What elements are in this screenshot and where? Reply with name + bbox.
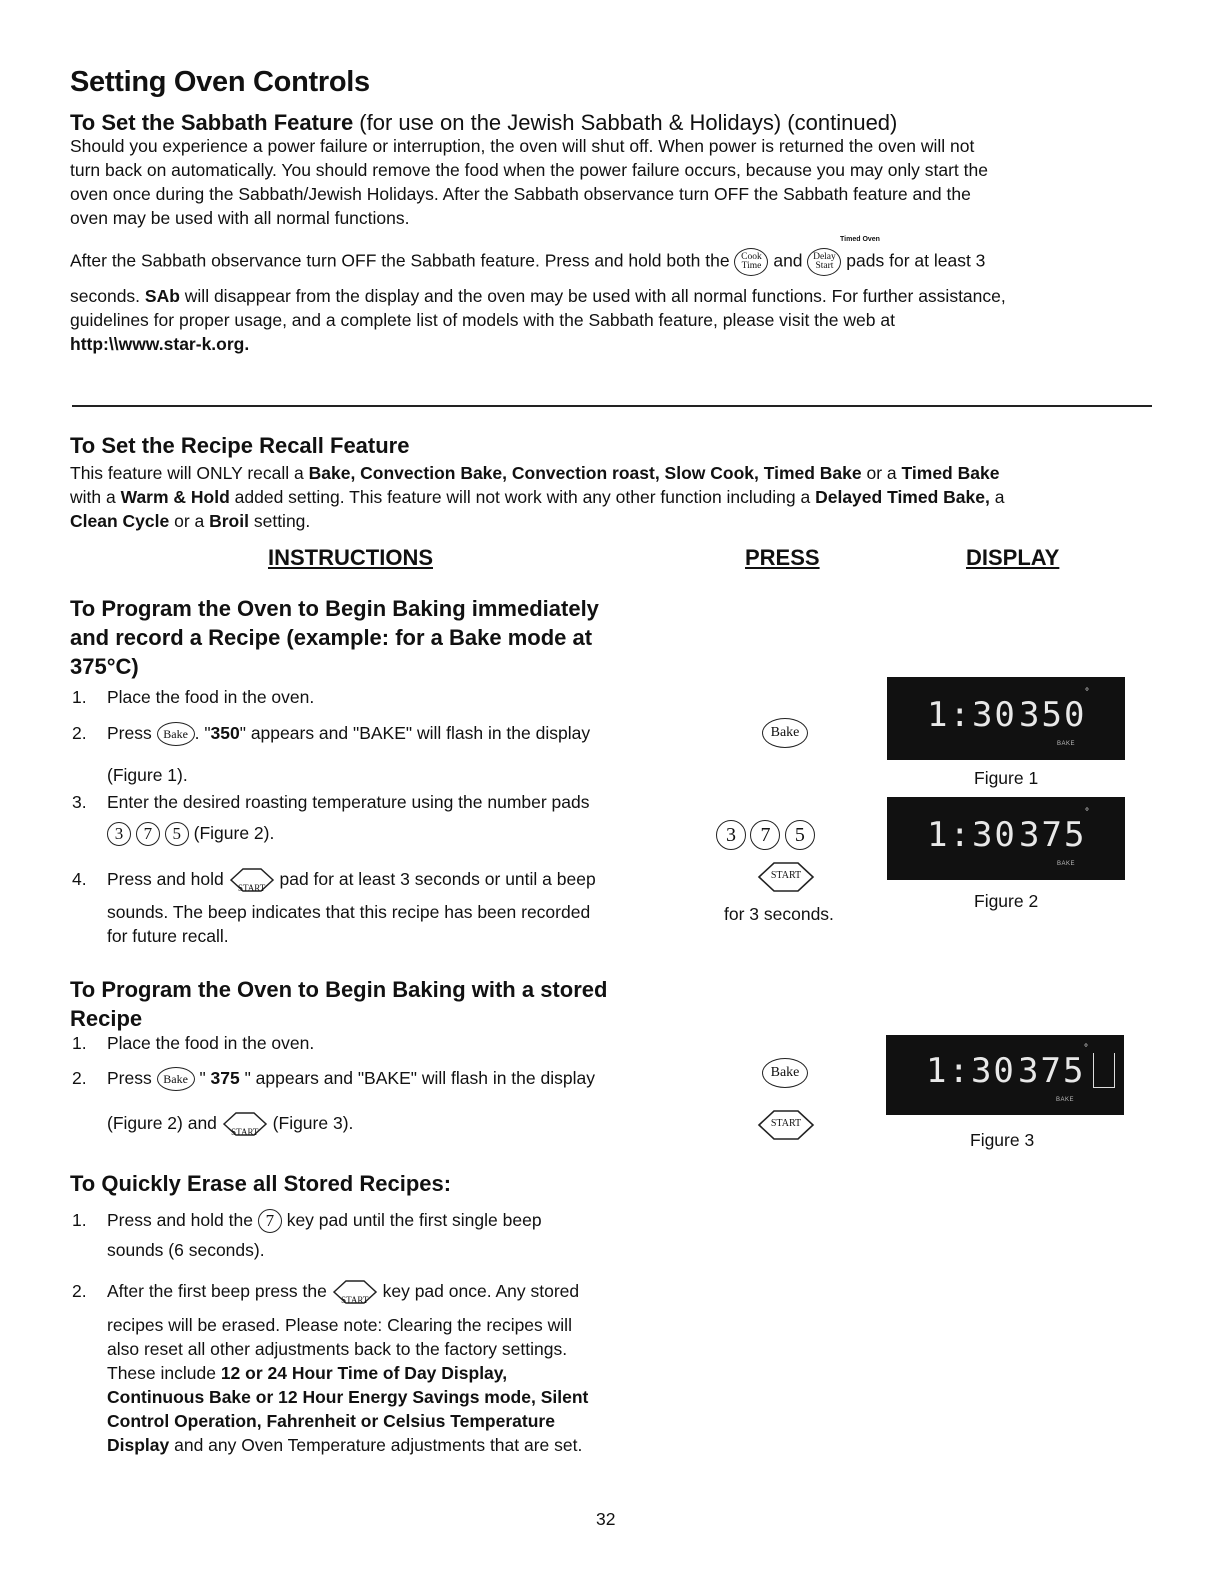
col-press: PRESS [745,545,820,570]
sabbath-para1-line: turn back on automatically. You should remove the food when the power failure occurs, because you may only start the [70,160,988,180]
sabbath-para1-line: oven once during the Sabbath/Jewish Holidays. After the Sabbath observance turn OFF the Sabbath feature and the [70,184,971,204]
section1-heading: To Program the Oven to Begin Baking immediately and record a Recipe (example: for a Bake mode at 375°C) [70,596,599,679]
text-run: Timed Bake [901,463,1000,483]
text-run: 12 or 24 Hour Time of Day Display, [220,1363,508,1383]
text-run: Clean Cycle [70,511,170,531]
text-run: or a [169,511,210,531]
sabbath-para2-line1: After the Sabbath observance turn OFF the Sabbath feature. Press and hold both the Cook Time and Delay Start pads for at least 3 [70,248,985,276]
sabbath-heading [70,110,897,136]
s2-step2: 2. Press Bake " 375 " appears and "BAKE" will flash in the display [107,1063,595,1093]
text-line [107,1385,588,1409]
digit-7-pad-icon: 7 [258,1209,282,1233]
text-run: Continuous Bake or 12 Hour Energy Savings mode, Silent [107,1387,589,1407]
bake-pad-icon: Bake [157,722,195,746]
text-line [107,1361,588,1385]
delay-start-pad-icon: Delay Start [807,248,841,276]
s1-step3-pads: 3 7 5 (Figure 2). [107,818,274,848]
text-run: These include [107,1363,221,1383]
text-line [107,1337,588,1361]
display-figure-1: 1:30 350 ° BAKE [887,677,1125,760]
s1-step3: 3. Enter the desired roasting temperature using the number pads [72,792,590,812]
figure-2-caption: Figure 2 [974,891,1039,911]
press-bake-pad-icon: Bake [762,718,808,748]
s1-step2: 2. Press Bake . "350" appears and "BAKE" will flash in the display [107,718,590,748]
text-run: recipes will be erased. Please note: Clearing the recipes will [107,1315,572,1335]
page-number: 32 [596,1509,616,1529]
text-run: Broil [209,511,249,531]
page-title: Setting Oven Controls [70,66,370,98]
sabbath-para1-line: Should you experience a power failure or interruption, the oven will shut off. When power is returned the oven will not [70,136,975,156]
s3-step1: 1. Press and hold the 7 key pad until the first single beep [107,1205,542,1235]
digit-3-pad-icon: 3 [107,822,131,846]
recipe-intro [70,461,1190,533]
s3-step1-cont: sounds (6 seconds). [107,1240,265,1260]
display-figure-3: 1:30 375 ° BAKE [886,1035,1124,1115]
figure-1-caption: Figure 1 [974,768,1039,788]
text-line [107,1409,588,1433]
cook-time-pad-icon: Cook Time [734,248,768,276]
s2-step1: 1. Place the food in the oven. [72,1033,315,1053]
text-run: and any Oven Temperature adjustments that are set. [169,1435,583,1455]
press-start-pad-icon: START [757,1110,815,1140]
text-run: a [989,487,1005,507]
press-bake-pad-icon: Bake [762,1058,808,1088]
sabbath-para1 [70,134,1170,230]
col-instructions: INSTRUCTIONS [268,545,433,570]
section-divider [72,405,1152,407]
s1-step2-cont: (Figure 1). [107,765,188,785]
text-run: with a [70,487,121,507]
text-line [107,1433,588,1457]
star-k-url: http:\\www.star-k.org. [70,334,250,354]
press-start-pad-icon: START [757,862,815,892]
text-run: Control Operation, Fahrenheit or Celsius Temperature [107,1411,555,1431]
sabbath-heading-bold: To Set the Sabbath Feature [70,110,354,135]
s3-step2: 2. After the first beep press the START key pad once. Any stored [72,1281,580,1306]
text-run: setting. [248,511,311,531]
digit-7-pad-icon: 7 [750,820,780,850]
timed-oven-label: Timed Oven [840,236,880,243]
s3-step2-cont [107,1313,588,1457]
start-pad-icon: START [332,1280,378,1304]
s2-step2-cont: (Figure 2) and START (Figure 3). [107,1113,354,1138]
text-run: Display [107,1435,170,1455]
bake-pad-icon: Bake [157,1067,195,1091]
text-run: also reset all other adjustments back to the factory settings. [107,1339,568,1359]
digit-3-pad-icon: 3 [716,820,746,850]
digit-7-pad-icon: 7 [136,822,160,846]
section2-heading: To Program the Oven to Begin Baking with a stored Recipe [70,977,608,1031]
text-run: Warm & Hold [120,487,230,507]
s1-step1: 1. Place the food in the oven. [72,687,315,707]
start-pad-icon: START [229,868,275,892]
figure-3-caption: Figure 3 [970,1130,1035,1150]
section3-heading: To Quickly Erase all Stored Recipes: [70,1171,452,1196]
text-run: or a [861,463,902,483]
display-figure-2: 1:30 375 ° BAKE [887,797,1125,880]
text-run: This feature will ONLY recall a [70,463,309,483]
digit-5-pad-icon: 5 [165,822,189,846]
press-note: for 3 seconds. [724,904,834,924]
s1-step4: 4. Press and hold START pad for at least 3 seconds or until a beep [72,869,596,894]
sabbath-heading-rest: (for use on the Jewish Sabbath & Holidays) (continued) [353,110,898,135]
digit-5-pad-icon: 5 [785,820,815,850]
sabbath-para1-line: oven may be used with all normal functions. [70,208,410,228]
recipe-heading: To Set the Recipe Recall Feature [70,433,410,458]
text-run: added setting. This feature will not work with any other function including a [229,487,816,507]
col-display: DISPLAY [966,545,1060,570]
start-pad-icon: START [222,1112,268,1136]
press-digits [716,820,815,850]
text-run: Delayed Timed Bake, [815,487,990,507]
s1-step4-cont: sounds. The beep indicates that this recipe has been recorded for future recall. [107,902,591,946]
sabbath-para2-rest: seconds. SAb will disappear from the display and the oven may be used with all normal functions. For further assistance, guidelines for proper usage, and a complete list of models with the Sabbath feature, please visit the web at http:\\www.star-k.org. [70,284,1170,356]
text-line [107,1313,588,1337]
text-run: Bake, Convection Bake, Convection roast, Slow Cook, Timed Bake [308,463,862,483]
